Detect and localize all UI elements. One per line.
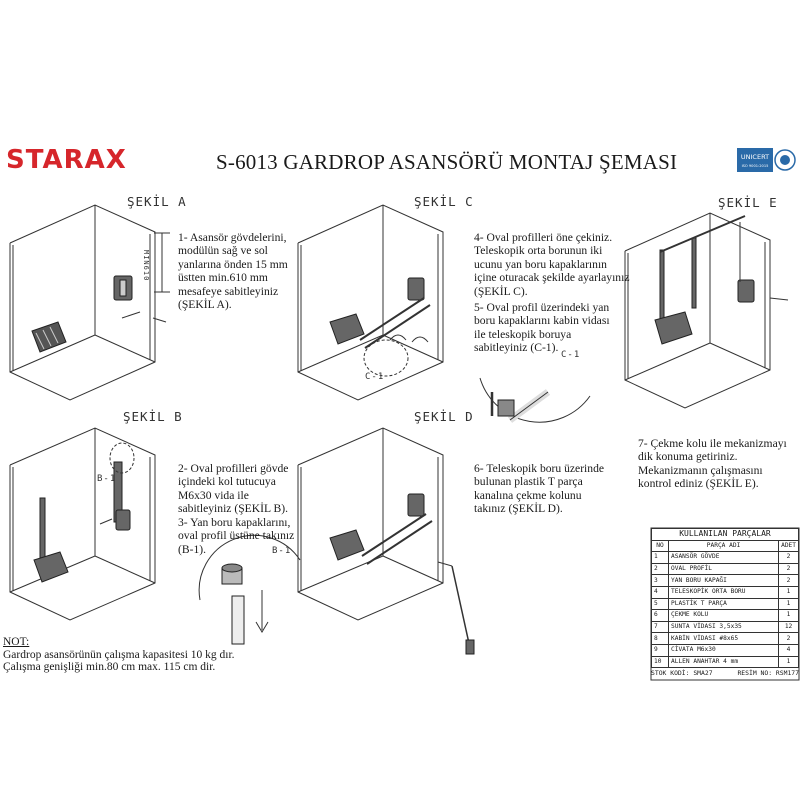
drawing-number: RESİM NO: RSM177	[737, 669, 799, 677]
table-row: 1 ASANSÖR GÖVDE 2	[652, 552, 799, 564]
table-row: 5 PLASTİK T PARÇA 1	[652, 598, 799, 610]
starax-logo: STARAX	[6, 145, 127, 175]
figure-c-label: ŞEKİL C	[414, 194, 474, 209]
table-row: 6 ÇEKME KOLU 1	[652, 610, 799, 622]
detail-c1	[480, 378, 590, 422]
figure-b-label: ŞEKİL B	[123, 409, 183, 424]
dimension-min610: MIN610	[142, 250, 150, 282]
callout-c1: C-1	[365, 372, 385, 382]
col-header: NO	[652, 540, 669, 552]
stock-info	[651, 669, 799, 677]
notes-line: Çalışma genişliği min.80 cm max. 115 cm dir.	[3, 661, 216, 673]
parts-table-title: KULLANILAN PARÇALAR	[652, 529, 799, 541]
cabinet-e	[625, 213, 770, 408]
parts-table	[651, 528, 799, 668]
callout-c1-detail: C-1	[561, 350, 581, 360]
table-row: 7 SUNTA VİDASI 3,5x35 12	[652, 621, 799, 633]
step-7: 7- Çekme kolu ile mekanizmayı dik konuma getiriniz. Mekanizmanın çalışmasını kontrol ediniz (ŞEKİL E).	[638, 437, 787, 491]
step-5: 5- Oval profil üzerindeki yan boru kapaklarını kabin vidası ile teleskopik boruya sabitleyiniz (C-1).	[474, 301, 610, 355]
table-row: 10 ALLEN ANAHTAR 4 mm 1	[652, 656, 799, 668]
page-title: S-6013 GARDROP ASANSÖRÜ MONTAJ ŞEMASI	[216, 150, 678, 174]
step-4: 4- Oval profilleri öne çekiniz. Teleskopik orta borunun iki ucunu yan boru kapaklarının içine oturacak şekilde ayarlayınız (ŞEKİL C).	[474, 231, 630, 298]
col-header: ADET	[779, 540, 799, 552]
cert-label: UNICERT	[740, 153, 770, 161]
stock-code: STOK KODİ: SMA27	[651, 669, 713, 677]
step-6: 6- Teleskopik boru üzerinde bulunan plastik T parça kanalına çekme kolunu takınız (ŞEKİL D).	[474, 462, 605, 516]
elevator-c	[330, 278, 424, 344]
notes-line: Gardrop asansörünün çalışma kapasitesi 10 kg dır.	[3, 648, 235, 661]
notes	[3, 636, 235, 674]
col-header: PARÇA ADI	[669, 540, 779, 552]
elevator-e	[655, 238, 754, 344]
step-3: 3- Yan boru kapaklarını, oval profil üstüne takınız (B-1).	[178, 516, 295, 556]
table-row: 2 OVAL PROFİL 2	[652, 563, 799, 575]
step-1: 1- Asansör gövdelerini, modülün sağ ve sol yanlarına önden 15 mm üstten min.610 mm mesafeye sabitleyiniz (ŞEKİL A).	[178, 231, 288, 312]
figure-d-label: ŞEKİL D	[414, 409, 474, 424]
figure-e-label: ŞEKİL E	[718, 195, 778, 210]
step-2: 2- Oval profilleri gövde içindeki kol tutucuya M6x30 vida ile sabitleyiniz (ŞEKİL B).	[178, 462, 289, 516]
cabinet-b	[10, 428, 155, 620]
callout-b1-detail: B-1	[272, 546, 292, 556]
figure-a-label: ŞEKİL A	[127, 194, 187, 209]
cert-sub: ISO 9001:2015	[741, 164, 769, 168]
bracket-a	[32, 322, 66, 352]
notes-heading: NOT:	[3, 636, 30, 648]
table-row: 4 TELESKOPİK ORTA BORU 1	[652, 586, 799, 598]
table-row: 9 CİVATA M6x30 4	[652, 644, 799, 656]
callout-b1: B-1	[97, 474, 117, 484]
cabinet-a	[10, 205, 155, 400]
elevator-d	[330, 494, 424, 560]
elevator-body-a	[114, 276, 132, 300]
table-row: 8 KABİN VİDASI #8x65 2	[652, 633, 799, 645]
cabinet-d	[298, 428, 443, 620]
table-row: 3 YAN BORU KAPAĞI 2	[652, 575, 799, 587]
